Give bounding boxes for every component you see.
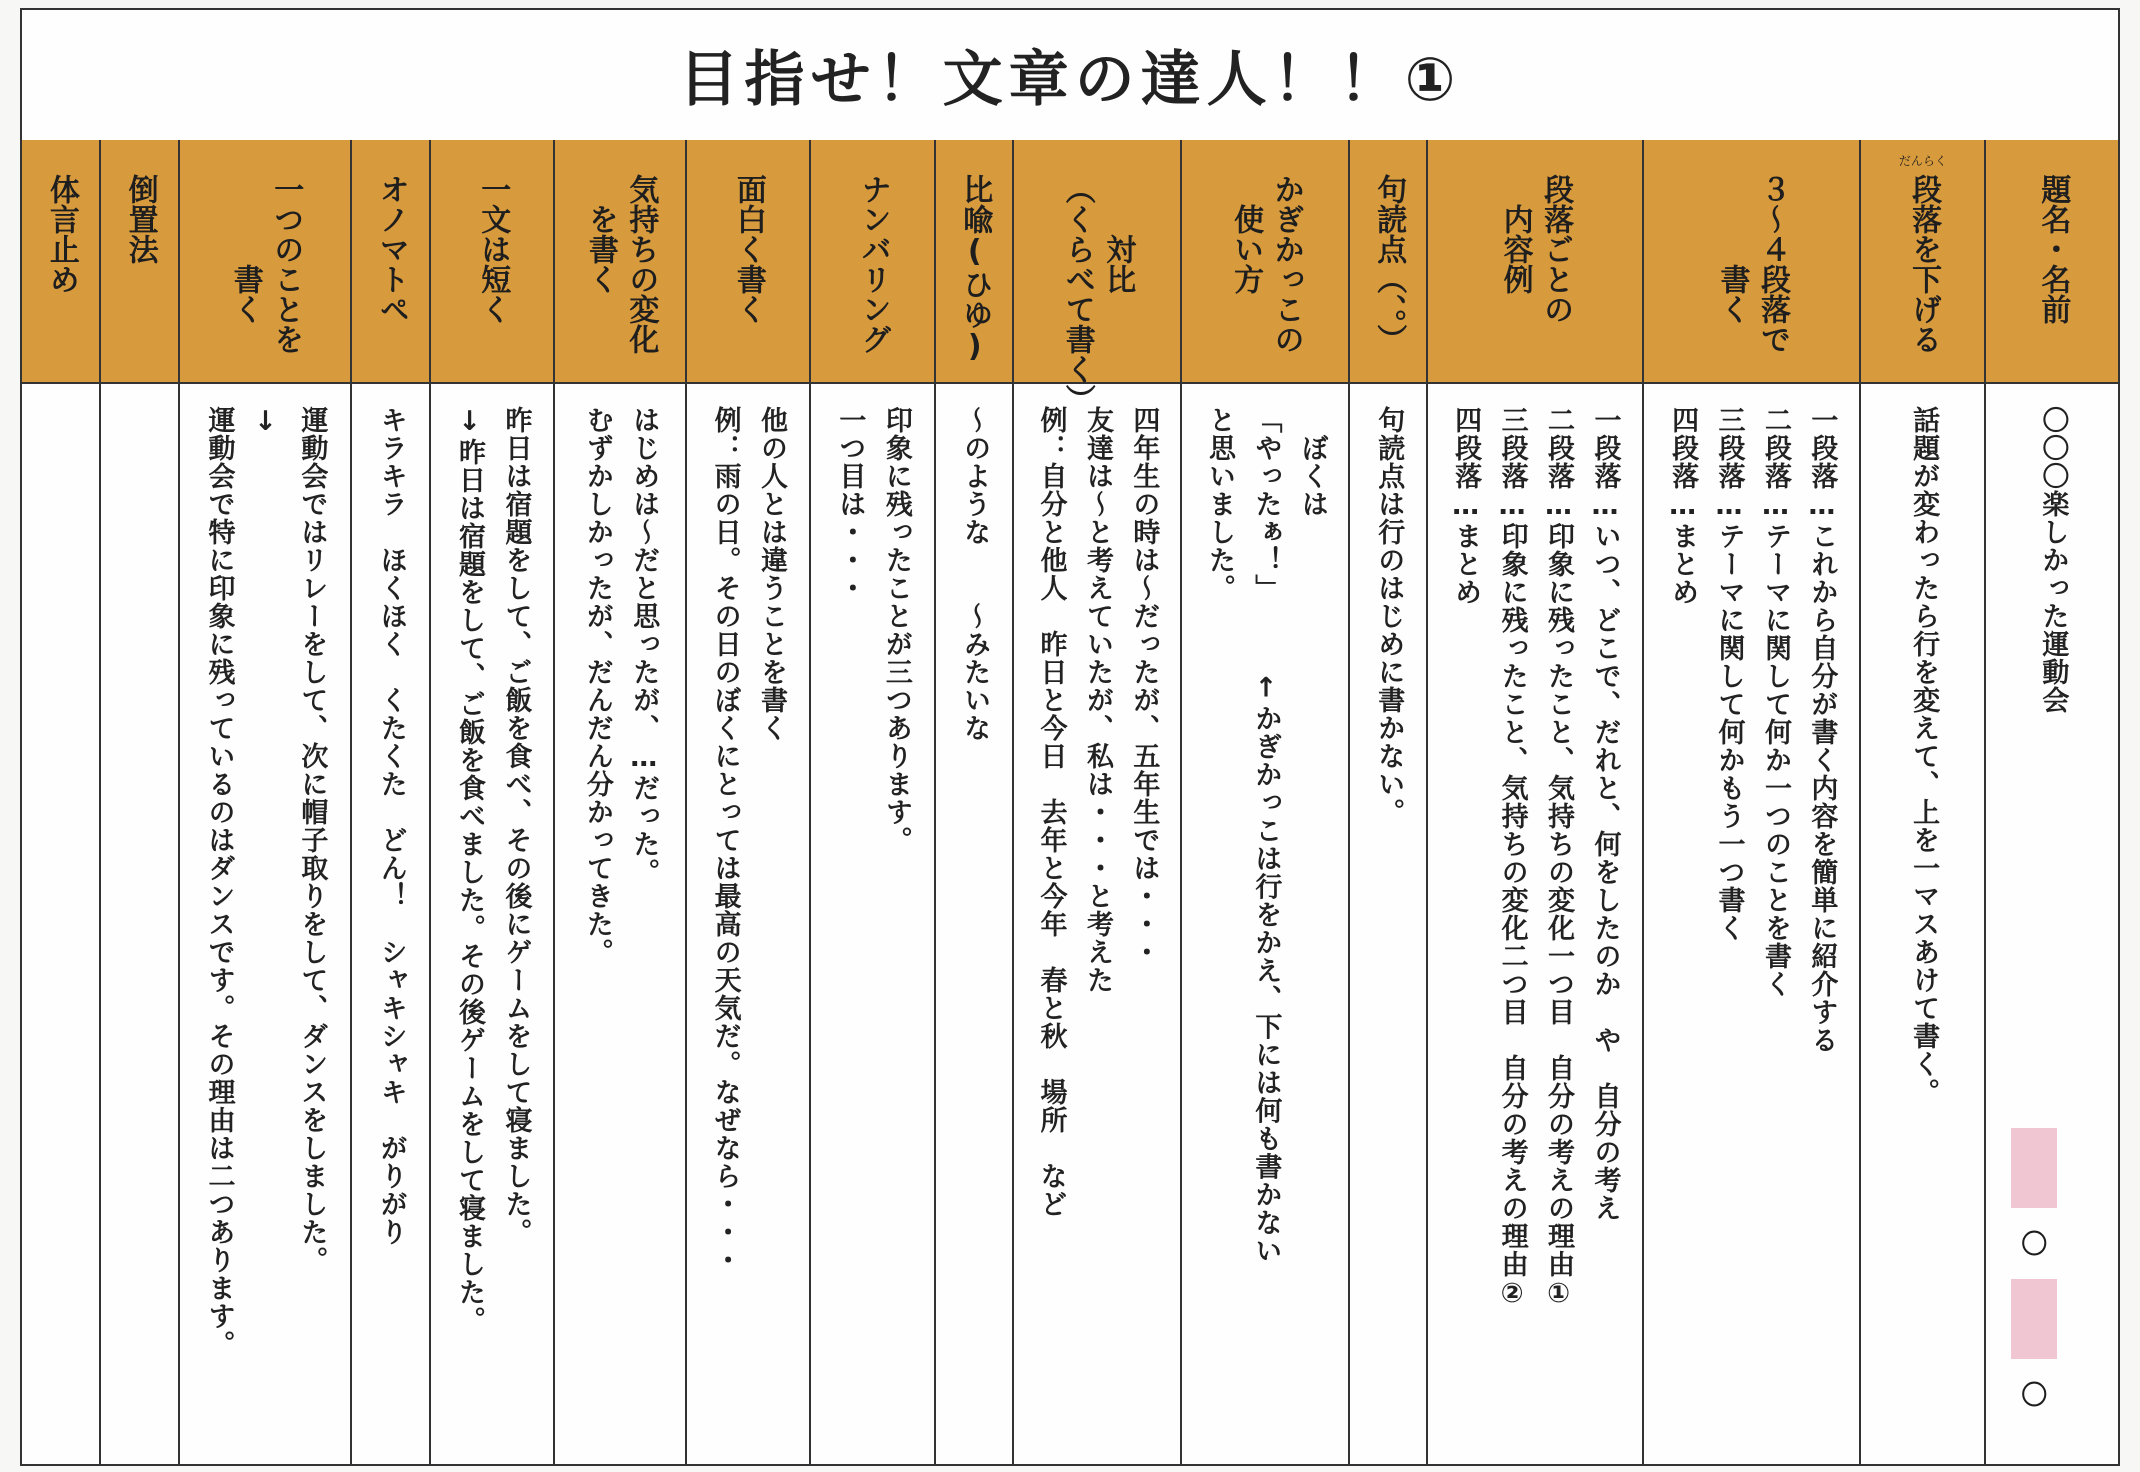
column-header [431,140,553,384]
column-header [1986,140,2118,384]
column-header [1182,140,1348,384]
column-body [1861,384,1984,1464]
column-indent-paragraph [1859,140,1984,1464]
column-body [22,384,99,1464]
column-header [1014,140,1180,414]
column-header-text: 句読点（、。） [1371,174,1407,354]
column-onomatopoeia [350,140,429,1464]
column-body-text: 昨日は宿題をして、ご飯を食べ、その後にゲームをして寝ました。 ↓昨日は宿題をして、ご飯を食べました。その後ゲームをして寝ました。 [454,406,532,1334]
column-body-text: 他の人とは違うことを書く 例：雨の日。その日のぼくにとっては最高の天気だ。なぜなら・・・ [709,406,788,1274]
column-body-text: はじめは～だと思ったが、…だった。 むずかしかったが、だんだん分かってきた。 [581,406,660,966]
column-metaphor [934,140,1011,1464]
column-header [1428,140,1642,384]
column-body [352,384,429,1464]
column-header-text: 対比 （くらべて書く） [1059,174,1136,414]
column-quotation-marks [1180,140,1348,1464]
column-body-text: 句読点は行のはじめに書かない。 [1373,406,1405,826]
column-body [180,384,350,1464]
name-mark: 〇 [2021,1381,2048,1411]
column-title-name [1984,140,2118,1464]
column-header-text: 比喩(ひゆ) [957,174,993,364]
column-feeling-change [553,140,685,1464]
column-header-text: 倒置法 [122,174,158,264]
column-header-text: 一文は短く [475,174,511,324]
furigana-danraku: だんらく [1898,154,1947,168]
column-interesting [685,140,809,1464]
column-header [352,140,429,384]
column-paragraph-examples [1426,140,1642,1464]
column-header [936,140,1011,384]
column-header [101,140,177,384]
column-body [101,384,177,1464]
column-header [1350,140,1425,384]
column-body-text: 印象に残ったことが三つあります。 一つ目は・・・ [834,406,912,854]
column-header [811,140,935,384]
column-body [936,384,1011,1464]
column-header [687,140,809,384]
column-short-sentences [429,140,553,1464]
column-header [1644,140,1860,384]
column-header-text: 段落ごとの 内容例 [1497,174,1574,324]
column-body-text: 〇〇〇楽しかった運動会 [2037,406,2069,714]
column-body [1428,384,1642,1464]
column-tochiho [99,140,177,1464]
column-one-thing [178,140,350,1464]
column-body-text: 四年生の時は～だったが、五年生では・・・ 友達は～と考えていたが、私は・・・と考えた 例：自分と他人 昨日と今日 去年と今年 春と秋 場所 など [1035,406,1160,1218]
column-body [811,384,935,1464]
column-header [22,140,99,384]
column-header-text: 気持ちの変化 を書く [582,174,659,354]
column-header-text: オノマトペ [373,174,409,324]
column-body-text: 一段落…いつ、どこで、だれと、何をしたのか や 自分の考え 二段落…印象に残ったこと、気持ちの変化一つ目 自分の考えの理由① 三段落…印象に残ったこと、気持ちの変化二つ目 自分の考えの理由② 四段落…まとめ [1450,406,1621,1310]
column-header-text: 題名・名前 [2035,174,2071,324]
column-header-text: 一つのことを 書く [227,174,304,354]
column-header [180,140,350,384]
column-punctuation [1348,140,1425,1464]
title-bar [22,10,2118,142]
column-header [1861,140,1984,384]
redacted-name-block [2011,1128,2057,1208]
column-contrast [1012,140,1180,1464]
column-body [555,384,685,1464]
name-mark: 〇 [2021,1230,2048,1260]
column-body [1182,384,1348,1464]
column-body [1644,384,1860,1464]
column-body [1350,384,1425,1464]
column-header [555,140,685,384]
column-numbering [809,140,935,1464]
column-taigen-dome [22,140,99,1464]
column-header-text: 段落を下げる [1906,174,1942,354]
column-header-text: 体言止め [43,174,79,294]
column-body-text: 一段落…これから自分が書く内容を簡単に紹介する 二段落…テーマに関して何か一つのことを書く 三段落…テーマに関して何かもう一つ書く 四段落…まとめ [1667,406,1838,1054]
writing-tips-table [22,140,2118,1464]
column-body-text: ぼくは 「やったぁ！」 ↑かぎかっこは行をかえ、下には何も書かない と思いました。 [1203,406,1328,1265]
worksheet [20,8,2120,1466]
name-example [2004,1128,2064,1430]
column-body [687,384,809,1464]
page-title: 目指せ！文章の達人！！① [678,45,1462,115]
redacted-name-block [2011,1279,2057,1359]
column-body-text: 運動会ではリレーをして、次に帽子取りをして、ダンスをしました。 ↓ 運動会で特に印象に残っているのはダンスです。その理由は二つあります。 [203,406,328,1358]
column-three-four-paragraphs [1642,140,1860,1464]
column-header-text: かぎかっこの 使い方 [1228,174,1304,354]
column-header-text: 面白く書く [730,174,766,324]
column-body [1014,384,1180,1464]
column-body [431,384,553,1464]
column-body-text: キラキラ ほくほく くたくた どん！ シャキシャキ がりがり [375,406,407,1246]
column-body-text: 話題が変わったら行を変えて、上を一マスあけて書く。 [1908,406,1940,1106]
column-header-text: ナンバリング [855,174,891,354]
column-body-text: ～のような ～みたいな [959,406,991,742]
column-header-text: ３～４段落で 書く [1714,174,1790,354]
